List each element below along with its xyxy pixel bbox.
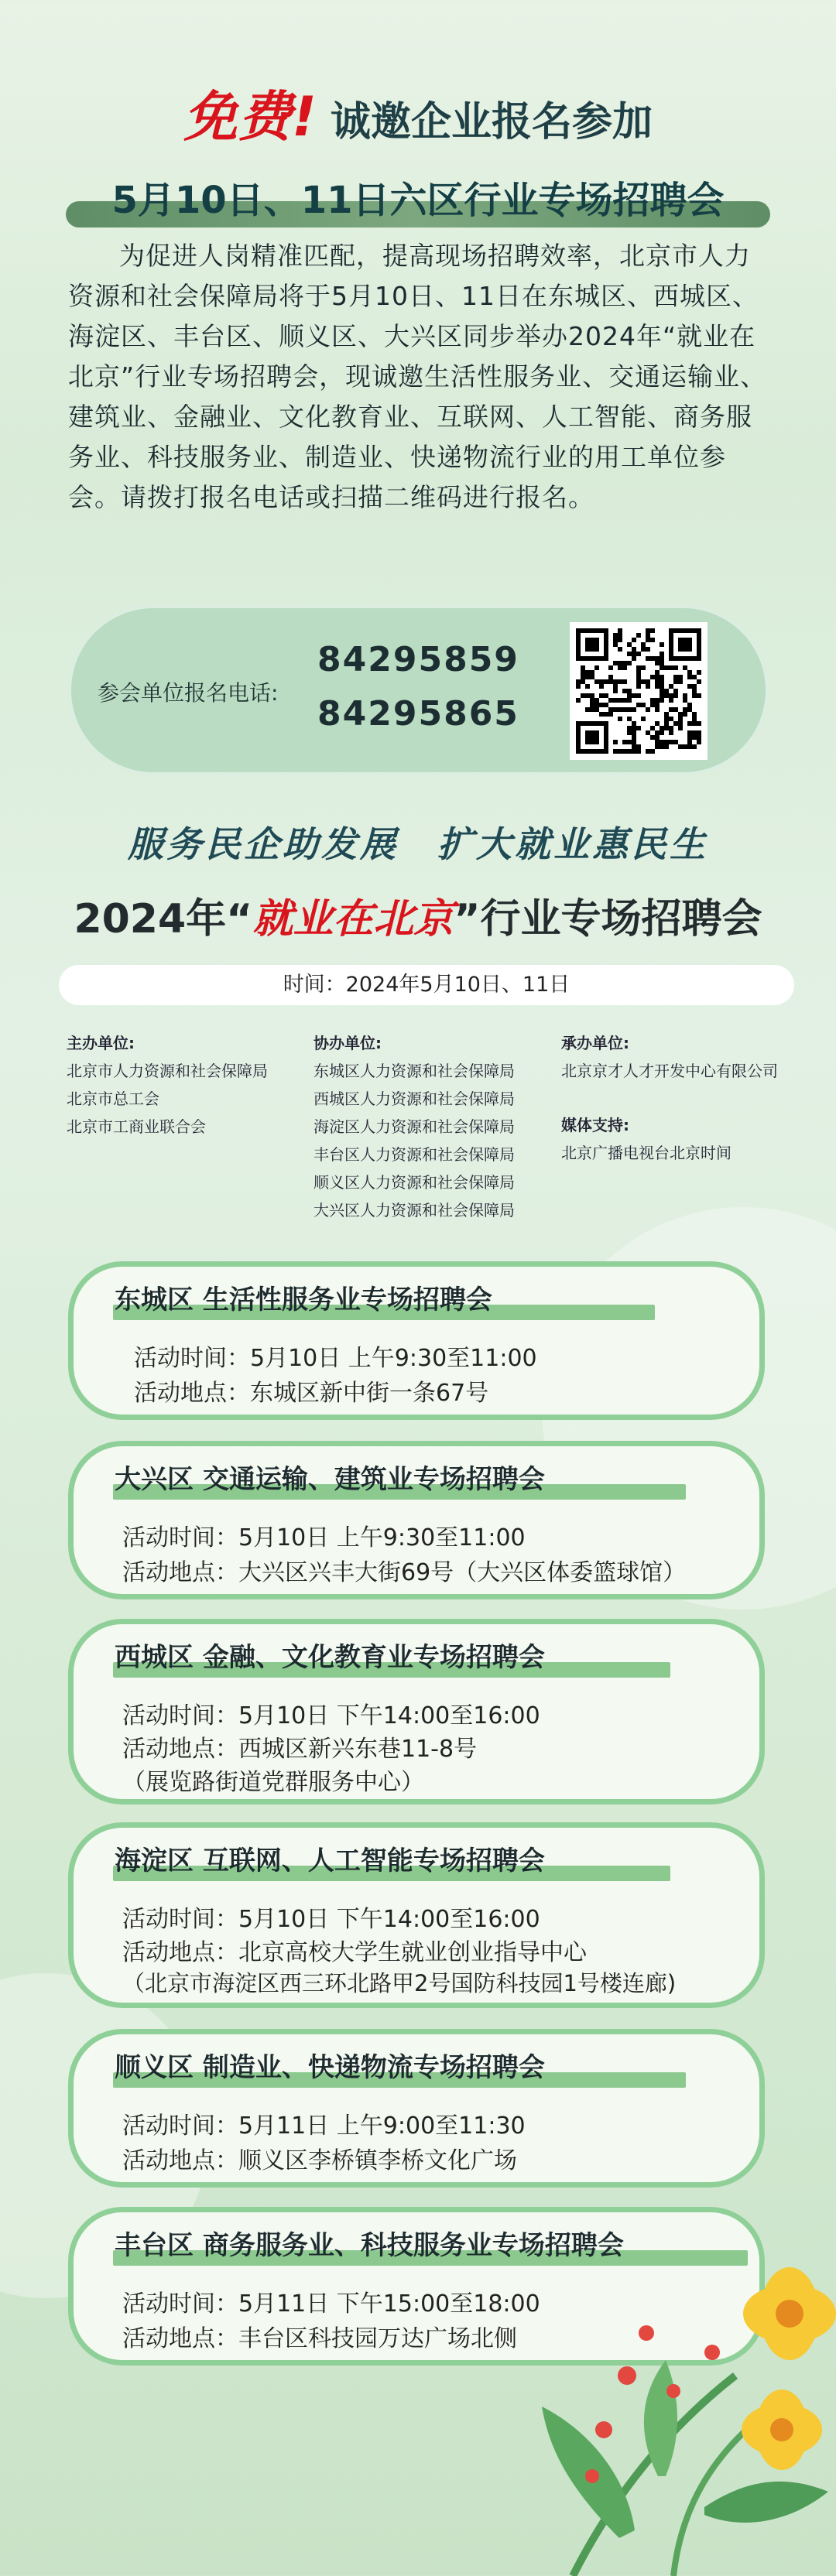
org-item: 北京市人力资源和社会保障局 [67,1062,268,1080]
org-item: 北京京才人才开发中心有限公司 [561,1062,778,1080]
event-location-detail: （北京市海淀区西三环北路甲2号国防科技园1号楼连廊) [122,1970,677,1996]
org-item: 东城区人力资源和社会保障局 [314,1062,515,1080]
event-card-shunyi[interactable] [68,2029,765,2188]
org-item: 北京市工商业联合会 [67,1117,206,1136]
organizer-orgs [561,1029,778,1167]
event-time-bar: 时间：2024年5月10日、11日 [59,965,794,1005]
org-item: 顺义区人力资源和社会保障局 [314,1173,515,1192]
event-location: 活动地点：顺义区李桥镇李桥文化广场 [122,2147,517,2174]
invite-text: 诚邀企业报名参加 [330,99,653,145]
event-card-daxing[interactable] [68,1441,765,1599]
event-time: 活动时间：5月10日 下午14:00至16:00 [122,1906,540,1933]
co-orgs [314,1029,515,1224]
event-card-title: 顺义区 制造业、快递物流专场招聘会 [115,2052,545,2083]
org-item: 大兴区人力资源和社会保障局 [314,1201,515,1220]
slogan: 服务民企助发展 扩大就业惠民生 [128,823,708,865]
event-location: 活动地点：大兴区兴丰大街69号（大兴区体委篮球馆） [122,1559,687,1586]
event-card-title: 丰台区 商务服务业、科技服务业专场招聘会 [115,2230,624,2261]
org-label: 协办单位: [314,1034,382,1052]
event-time: 活动时间：5月11日 上午9:00至11:30 [122,2112,526,2140]
event-time: 活动时间：5月10日 上午9:30至11:00 [122,1524,526,1551]
org-item: 丰台区人力资源和社会保障局 [314,1145,515,1164]
phone-number[interactable]: 84295865 [317,694,519,734]
event-location: 活动地点：西城区新兴东巷11-8号 [122,1736,478,1763]
org-item: 北京市总工会 [67,1090,159,1108]
host-orgs [67,1029,268,1141]
event-location-detail: （展览路街道党群服务中心） [122,1769,424,1796]
qr-code-icon[interactable] [570,622,708,760]
event-card-title: 大兴区 交通运输、建筑业专场招聘会 [115,1464,545,1495]
event-time: 活动时间：5月10日 下午14:00至16:00 [122,1702,540,1729]
intro-paragraph: 为促进人岗精准匹配，提高现场招聘效率，北京市人力资源和社会保障局将于5月10日、11日在东城区、西城区、海淀区、丰台区、顺义区、大兴区同步举办2024年“就业在北京”行业专场招聘会，现诚邀生活性服务业、交通运输业、建筑业、金融业、文化教育业、互联网、人工智能、商务服务业、科技服务业、制造业、快递物流行业的用工单位参会。请拨打报名电话或扫描二维码进行报名。 [68,241,767,512]
org-item: 西城区人力资源和社会保障局 [314,1090,515,1108]
event-card-title: 海淀区 互联网、人工智能专场招聘会 [115,1846,545,1876]
event-location: 活动地点：丰台区科技园万达广场北侧 [122,2325,517,2352]
event-card-haidian[interactable] [68,1822,765,2008]
event-card-dongcheng[interactable] [68,1261,765,1420]
org-item: 北京广播电视台北京时间 [561,1144,732,1162]
free-header [0,74,836,152]
event-location: 活动地点：北京高校大学生就业创业指导中心 [122,1939,587,1966]
event-card-xicheng[interactable] [68,1619,765,1805]
org-label: 承办单位: [561,1034,629,1052]
event-location: 活动地点：东城区新中街一条67号 [134,1380,489,1407]
title-part: 2024年“ [74,896,253,942]
title-highlight: 就业在北京 [252,896,454,942]
contact-label: 参会单位报名电话: [98,680,279,706]
org-label: 媒体支持: [561,1116,629,1134]
banner-title: 5月10日、11日六区行业专场招聘会 [111,179,725,222]
event-card-title: 西城区 金融、文化教育业专场招聘会 [115,1642,545,1673]
phone-number[interactable]: 84295859 [317,640,519,679]
contact-panel [68,605,769,775]
org-label: 主办单位: [67,1034,135,1052]
event-time: 活动时间：5月10日 上午9:30至11:00 [134,1345,537,1372]
event-title [0,886,836,944]
event-card-title: 东城区 生活性服务业专场招聘会 [115,1285,492,1315]
title-part: ”行业专场招聘会 [454,896,762,942]
free-text: 免费! [183,85,317,149]
date-banner [66,170,770,226]
org-item: 海淀区人力资源和社会保障局 [314,1117,515,1136]
event-time: 活动时间：5月11日 下午15:00至18:00 [122,2290,540,2318]
